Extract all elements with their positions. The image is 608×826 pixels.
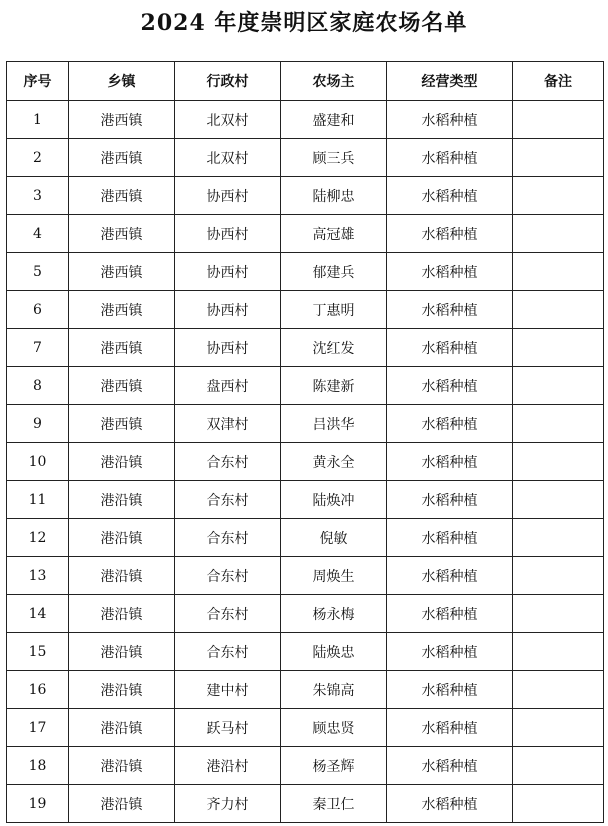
table-row (7, 443, 604, 481)
cell-town: 港西镇 (69, 405, 175, 443)
cell-note (513, 481, 604, 519)
cell-note (513, 139, 604, 177)
cell-owner: 陆焕忠 (281, 633, 387, 671)
cell-note (513, 595, 604, 633)
table-row (7, 481, 604, 519)
cell-town: 港沿镇 (69, 671, 175, 709)
cell-town: 港沿镇 (69, 443, 175, 481)
cell-no: 7 (7, 329, 69, 367)
cell-no: 19 (7, 785, 69, 823)
cell-owner: 高冠雄 (281, 215, 387, 253)
cell-note (513, 367, 604, 405)
cell-no: 15 (7, 633, 69, 671)
table-row (7, 253, 604, 291)
cell-owner: 陈建新 (281, 367, 387, 405)
cell-village: 合东村 (175, 443, 281, 481)
cell-owner: 朱锦高 (281, 671, 387, 709)
cell-town: 港西镇 (69, 253, 175, 291)
table-row (7, 747, 604, 785)
cell-owner: 杨圣辉 (281, 747, 387, 785)
cell-village: 合东村 (175, 557, 281, 595)
cell-owner: 倪敏 (281, 519, 387, 557)
cell-owner: 顾忠贤 (281, 709, 387, 747)
cell-note (513, 785, 604, 823)
cell-no: 6 (7, 291, 69, 329)
cell-type: 水稻种植 (387, 443, 513, 481)
cell-no: 9 (7, 405, 69, 443)
cell-town: 港沿镇 (69, 709, 175, 747)
cell-no: 18 (7, 747, 69, 785)
cell-owner: 陆焕冲 (281, 481, 387, 519)
cell-village: 协西村 (175, 329, 281, 367)
document-title: 2024 年度崇明区家庭农场名单 (140, 10, 468, 36)
cell-type: 水稻种植 (387, 329, 513, 367)
family-farm-table (6, 61, 604, 823)
cell-town: 港西镇 (69, 215, 175, 253)
cell-no: 1 (7, 101, 69, 139)
cell-type: 水稻种植 (387, 215, 513, 253)
header-village: 行政村 (175, 62, 281, 101)
header-town: 乡镇 (69, 62, 175, 101)
cell-owner: 陆柳忠 (281, 177, 387, 215)
cell-town: 港西镇 (69, 101, 175, 139)
cell-type: 水稻种植 (387, 367, 513, 405)
cell-owner: 吕洪华 (281, 405, 387, 443)
cell-town: 港沿镇 (69, 595, 175, 633)
cell-village: 北双村 (175, 101, 281, 139)
header-note: 备注 (513, 62, 604, 101)
cell-owner: 顾三兵 (281, 139, 387, 177)
header-owner: 农场主 (281, 62, 387, 101)
cell-owner: 周焕生 (281, 557, 387, 595)
cell-note (513, 291, 604, 329)
table-header-row (7, 62, 604, 101)
cell-note (513, 747, 604, 785)
cell-type: 水稻种植 (387, 785, 513, 823)
cell-note (513, 215, 604, 253)
table-row (7, 367, 604, 405)
cell-no: 2 (7, 139, 69, 177)
cell-town: 港沿镇 (69, 785, 175, 823)
cell-no: 14 (7, 595, 69, 633)
cell-note (513, 671, 604, 709)
cell-village: 合东村 (175, 633, 281, 671)
cell-no: 4 (7, 215, 69, 253)
cell-type: 水稻种植 (387, 291, 513, 329)
table-row (7, 519, 604, 557)
cell-note (513, 253, 604, 291)
cell-no: 5 (7, 253, 69, 291)
cell-type: 水稻种植 (387, 519, 513, 557)
table-row (7, 709, 604, 747)
cell-village: 盘西村 (175, 367, 281, 405)
cell-town: 港沿镇 (69, 747, 175, 785)
cell-no: 16 (7, 671, 69, 709)
table-row (7, 671, 604, 709)
cell-type: 水稻种植 (387, 481, 513, 519)
cell-village: 港沿村 (175, 747, 281, 785)
cell-village: 协西村 (175, 215, 281, 253)
table-row (7, 329, 604, 367)
cell-town: 港沿镇 (69, 519, 175, 557)
cell-owner: 秦卫仁 (281, 785, 387, 823)
cell-type: 水稻种植 (387, 253, 513, 291)
table-row (7, 785, 604, 823)
cell-village: 合东村 (175, 519, 281, 557)
table-row (7, 139, 604, 177)
table-row (7, 557, 604, 595)
table-row (7, 291, 604, 329)
cell-village: 协西村 (175, 291, 281, 329)
cell-no: 8 (7, 367, 69, 405)
cell-owner: 郁建兵 (281, 253, 387, 291)
cell-note (513, 101, 604, 139)
table-row (7, 595, 604, 633)
table-body (7, 101, 604, 823)
cell-note (513, 177, 604, 215)
cell-village: 北双村 (175, 139, 281, 177)
cell-note (513, 633, 604, 671)
cell-type: 水稻种植 (387, 709, 513, 747)
cell-town: 港沿镇 (69, 633, 175, 671)
cell-owner: 杨永梅 (281, 595, 387, 633)
cell-town: 港西镇 (69, 139, 175, 177)
cell-village: 协西村 (175, 253, 281, 291)
table-row (7, 177, 604, 215)
cell-village: 跃马村 (175, 709, 281, 747)
cell-note (513, 519, 604, 557)
cell-type: 水稻种植 (387, 595, 513, 633)
cell-no: 3 (7, 177, 69, 215)
cell-no: 12 (7, 519, 69, 557)
cell-village: 协西村 (175, 177, 281, 215)
cell-type: 水稻种植 (387, 633, 513, 671)
cell-village: 齐力村 (175, 785, 281, 823)
cell-note (513, 557, 604, 595)
cell-note (513, 709, 604, 747)
cell-note (513, 443, 604, 481)
cell-note (513, 405, 604, 443)
table-row (7, 215, 604, 253)
cell-no: 17 (7, 709, 69, 747)
cell-type: 水稻种植 (387, 101, 513, 139)
cell-type: 水稻种植 (387, 747, 513, 785)
cell-no: 11 (7, 481, 69, 519)
cell-town: 港沿镇 (69, 481, 175, 519)
cell-town: 港西镇 (69, 329, 175, 367)
header-type: 经营类型 (387, 62, 513, 101)
cell-type: 水稻种植 (387, 405, 513, 443)
header-no: 序号 (7, 62, 69, 101)
cell-note (513, 329, 604, 367)
table-row (7, 633, 604, 671)
cell-town: 港西镇 (69, 367, 175, 405)
table-row (7, 101, 604, 139)
cell-town: 港沿镇 (69, 557, 175, 595)
cell-village: 合东村 (175, 595, 281, 633)
cell-type: 水稻种植 (387, 557, 513, 595)
cell-owner: 沈红发 (281, 329, 387, 367)
cell-owner: 丁惠明 (281, 291, 387, 329)
cell-type: 水稻种植 (387, 139, 513, 177)
cell-type: 水稻种植 (387, 177, 513, 215)
cell-town: 港西镇 (69, 291, 175, 329)
cell-no: 13 (7, 557, 69, 595)
cell-type: 水稻种植 (387, 671, 513, 709)
cell-no: 10 (7, 443, 69, 481)
table-row (7, 405, 604, 443)
cell-village: 建中村 (175, 671, 281, 709)
cell-village: 合东村 (175, 481, 281, 519)
cell-owner: 黄永全 (281, 443, 387, 481)
cell-owner: 盛建和 (281, 101, 387, 139)
cell-village: 双津村 (175, 405, 281, 443)
cell-town: 港西镇 (69, 177, 175, 215)
